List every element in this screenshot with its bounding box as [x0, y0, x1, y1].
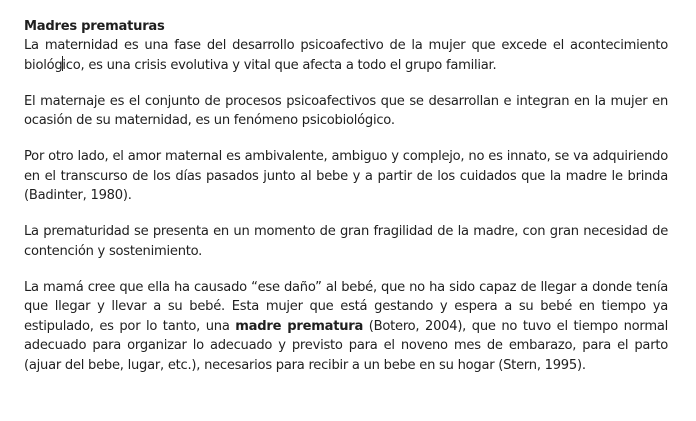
paragraph-1-text-before-caret: La maternidad es una fase del desarrollo psicoafectivo de la mujer que excede el acontecimiento biológ	[24, 38, 668, 73]
document-body[interactable]	[24, 17, 668, 375]
paragraph-5-text-before-bold: La mamá cree que ella ha causado “ese daño” al bebé, que no ha sido capaz de llegar a donde tenía que llegar y llevar a su bebé. Esta mujer que está gestando y espera a su bebé en tiempo ya estipulado, es por lo tanto, una	[24, 279, 668, 334]
paragraph-2: El maternaje es el conjunto de procesos psicoafectivos que se desarrollan e integran en la mujer en ocasión de su maternidad, es un fenómeno psicobiológico.	[24, 93, 668, 128]
bold-term-madre-prematura: madre prematura	[235, 318, 364, 334]
paragraph-1	[24, 36, 668, 75]
paragraph-3: Por otro lado, el amor maternal es ambivalente, ambiguo y complejo, no es innato, se va adquiriendo en el transcurso de los días pasados junto al bebe y a partir de los cuidados que la madre le brinda (Badinter, 1980).	[24, 149, 668, 203]
paragraph-5	[24, 278, 668, 376]
paragraph-1-text-after-caret: ico, es una crisis evolutiva y vital que afecta a todo el grupo familiar.	[62, 57, 497, 73]
paragraph-4: La prematuridad se presenta en un momento de gran fragilidad de la madre, con gran necesidad de contención y sostenimiento.	[24, 224, 668, 259]
document-title: Madres prematuras	[24, 19, 165, 34]
paragraph-5-text-after-bold: (Botero, 2004), que no tuvo el tiempo normal adecuado para organizar lo adecuado y previsto para el noveno mes de embarazo, para el parto (ajuar del bebe, lugar, etc.), necesarios para recibir a un bebe en su hogar (Stern, 1995).	[24, 318, 668, 373]
